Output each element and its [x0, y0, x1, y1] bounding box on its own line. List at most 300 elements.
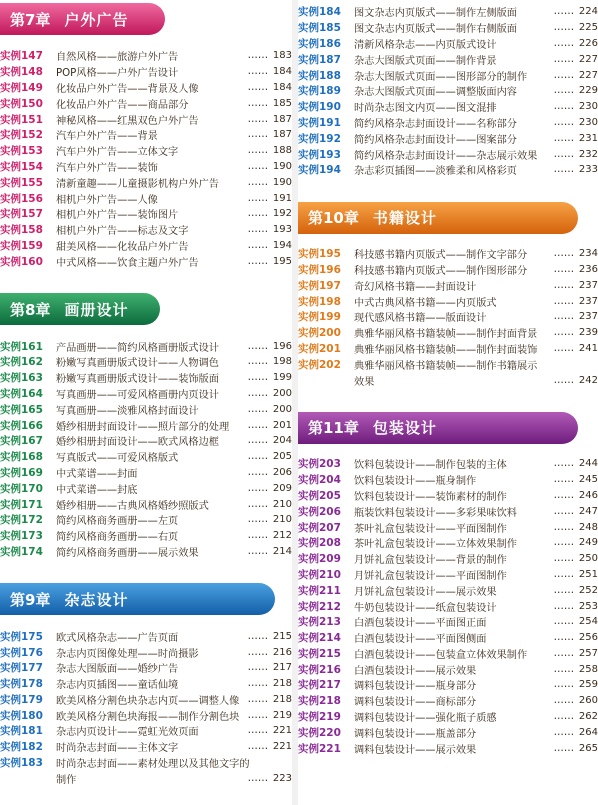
toc-entry[interactable] — [298, 472, 598, 488]
toc-entry[interactable] — [298, 293, 598, 309]
toc-entry[interactable] — [298, 693, 598, 709]
leader-dots: …… — [247, 160, 268, 172]
toc-entry[interactable] — [298, 4, 598, 20]
leader-dots: …… — [553, 279, 574, 291]
leader-dots: …… — [247, 372, 268, 384]
entry-title: 杂志内页插图——童话仙境 — [56, 680, 179, 692]
entry-page: 199 — [272, 372, 292, 384]
toc-entry[interactable] — [0, 449, 292, 465]
leader-dots: …… — [247, 693, 268, 705]
toc-entry[interactable] — [0, 111, 292, 127]
toc-entry[interactable] — [298, 724, 598, 740]
entry-title: 时尚杂志封面——素材处理以及其他文字的 — [56, 759, 250, 771]
entry-number: 实例217 — [298, 679, 341, 692]
leader-dots: …… — [247, 772, 268, 784]
leader-dots: …… — [247, 356, 268, 368]
entry-title: 茶叶礼盒包装设计——立体效果制作 — [354, 539, 517, 551]
toc-entry[interactable] — [0, 660, 292, 676]
entry-title: 写真画册——淡雅风格封面设计 — [56, 405, 199, 417]
toc-entry[interactable] — [298, 262, 598, 278]
entry-number: 实例214 — [298, 632, 341, 645]
toc-entry[interactable] — [0, 253, 292, 269]
entry-page: 252 — [578, 584, 598, 596]
toc-entry[interactable] — [0, 512, 292, 528]
entry-page: 195 — [272, 255, 292, 267]
toc-entry[interactable] — [298, 709, 598, 725]
toc-entry[interactable] — [0, 338, 292, 354]
toc-entry[interactable] — [0, 386, 292, 402]
toc-entry[interactable] — [298, 130, 598, 146]
entry-page: 247 — [578, 505, 598, 517]
entry-page: 249 — [578, 537, 598, 549]
toc-entry[interactable] — [0, 222, 292, 238]
chapter-title: 户外广告 — [64, 10, 129, 29]
entry-number: 实例202 — [298, 358, 341, 371]
leader-dots: …… — [553, 711, 574, 723]
leader-dots: …… — [553, 164, 574, 176]
entry-page: 242 — [578, 374, 598, 386]
toc-entry[interactable] — [0, 739, 292, 755]
leader-dots: …… — [247, 403, 268, 415]
entry-page: 265 — [578, 742, 598, 754]
leader-dots: …… — [247, 419, 268, 431]
entry-title: 产品画册——简约风格画册版式设计 — [56, 342, 219, 354]
entry-number: 实例186 — [298, 37, 341, 50]
toc-right-column — [298, 0, 598, 756]
toc-entry[interactable] — [0, 644, 292, 660]
entry-number: 实例183 — [0, 757, 43, 770]
chapter-number: 第8章 — [10, 300, 51, 319]
toc-entry[interactable] — [0, 190, 292, 206]
toc-entry[interactable] — [0, 174, 292, 190]
entry-title: 写真画册——可爱风格画册内页设计 — [56, 389, 219, 401]
toc-entry[interactable] — [298, 115, 598, 131]
entry-number: 实例196 — [298, 263, 341, 276]
toc-entry[interactable] — [298, 99, 598, 115]
leader-dots: …… — [553, 726, 574, 738]
entry-title: POP风格——户外广告设计 — [56, 68, 179, 80]
entry-number: 实例160 — [0, 255, 43, 268]
entry-number: 实例165 — [0, 403, 43, 416]
leader-dots: …… — [247, 498, 268, 510]
chapter-9-list-part2 — [298, 4, 598, 178]
entry-page: 185 — [272, 97, 292, 109]
toc-entry[interactable] — [0, 433, 292, 449]
entry-number: 实例174 — [0, 545, 43, 558]
leader-dots: …… — [553, 663, 574, 675]
toc-entry[interactable] — [298, 646, 598, 662]
toc-entry[interactable] — [0, 354, 292, 370]
entry-page: 217 — [272, 662, 292, 674]
leader-dots: …… — [553, 22, 574, 34]
entry-title: 现代感风格书籍——版面设计 — [354, 313, 487, 325]
toc-entry[interactable] — [298, 277, 598, 293]
leader-dots: …… — [247, 466, 268, 478]
chapter-number: 第9章 — [10, 590, 51, 609]
entry-title: 汽车户外广告——背景 — [56, 131, 158, 143]
entry-number: 实例203 — [298, 458, 341, 471]
leader-dots: …… — [553, 568, 574, 580]
entry-number: 实例167 — [0, 435, 43, 448]
toc-entry[interactable] — [298, 740, 598, 756]
leader-dots: …… — [247, 81, 268, 93]
entry-page: 206 — [272, 466, 292, 478]
entry-page: 218 — [272, 693, 292, 705]
entry-page: 196 — [272, 340, 292, 352]
leader-dots: …… — [553, 248, 574, 260]
entry-title: 相机户外广告——人像 — [56, 194, 158, 206]
toc-entry[interactable] — [0, 723, 292, 739]
leader-dots: …… — [553, 679, 574, 691]
leader-dots: …… — [247, 145, 268, 157]
chapter-10-header — [298, 202, 578, 234]
leader-dots: …… — [247, 176, 268, 188]
entry-number: 实例159 — [0, 239, 43, 252]
entry-number: 实例176 — [0, 646, 43, 659]
entry-page: 192 — [272, 208, 292, 220]
toc-entry[interactable] — [0, 496, 292, 512]
toc-entry[interactable] — [298, 309, 598, 325]
entry-title: 调料包装设计——瓶盖部分 — [354, 728, 477, 740]
toc-entry[interactable] — [298, 146, 598, 162]
entry-number: 实例206 — [298, 505, 341, 518]
toc-entry[interactable] — [298, 503, 598, 519]
entry-page: 216 — [272, 646, 292, 658]
entry-page: 226 — [578, 37, 598, 49]
toc-entry[interactable] — [0, 80, 292, 96]
entry-number: 实例155 — [0, 176, 43, 189]
entry-title: 白酒包装设计——包装盒立体效果制作 — [354, 649, 528, 661]
toc-entry[interactable] — [0, 95, 292, 111]
toc-entry[interactable] — [0, 755, 292, 771]
chapter-8-header — [0, 293, 160, 325]
entry-title: 简约风格杂志封面设计——名称部分 — [354, 118, 517, 130]
entry-title: 汽车户外广告——装饰 — [56, 162, 158, 174]
toc-entry[interactable] — [0, 676, 292, 692]
entry-title: 相机户外广告——标志及文字 — [56, 226, 189, 238]
entry-number: 实例212 — [298, 600, 341, 613]
entry-page: 190 — [272, 160, 292, 172]
chapter-10-list — [298, 246, 598, 388]
entry-title: 调料包装设计——强化瓶子质感 — [354, 713, 497, 725]
entry-number: 实例173 — [0, 530, 43, 543]
entry-title: 杂志大图版面——婚纱广告 — [56, 664, 179, 676]
toc-entry[interactable] — [298, 162, 598, 178]
entry-page: 245 — [578, 474, 598, 486]
entry-title: 典雅华丽风格书籍装帧——制作封面背景 — [354, 329, 538, 341]
entry-title: 汽车户外广告——立体文字 — [56, 147, 179, 159]
entry-page: 227 — [578, 53, 598, 65]
leader-dots: …… — [247, 451, 268, 463]
entry-number: 实例151 — [0, 113, 43, 126]
toc-entry[interactable] — [298, 36, 598, 52]
entry-title: 杂志大图版式页面——制作背景 — [354, 55, 497, 67]
entry-page: 239 — [578, 327, 598, 339]
toc-entry[interactable] — [298, 456, 598, 472]
leader-dots: …… — [553, 327, 574, 339]
entry-title: 欧式风格杂志——广告页面 — [56, 632, 179, 644]
toc-entry[interactable] — [298, 614, 598, 630]
entry-title: 调料包装设计——瓶身部分 — [354, 681, 477, 693]
entry-number: 实例178 — [0, 678, 43, 691]
entry-number: 实例150 — [0, 97, 43, 110]
entry-number: 实例193 — [298, 148, 341, 161]
leader-dots: …… — [553, 295, 574, 307]
entry-page: 248 — [578, 521, 598, 533]
entry-page: 246 — [578, 489, 598, 501]
entry-number: 实例201 — [298, 342, 341, 355]
entry-page: 257 — [578, 647, 598, 659]
entry-page: 250 — [578, 553, 598, 565]
entry-number: 实例172 — [0, 514, 43, 527]
entry-title: 时尚杂志图文内页——图文混排 — [354, 103, 497, 115]
toc-entry[interactable] — [0, 127, 292, 143]
toc-entry[interactable] — [0, 528, 292, 544]
entry-number: 实例171 — [0, 498, 43, 511]
entry-page: 251 — [578, 568, 598, 580]
toc-entry[interactable] — [0, 238, 292, 254]
toc-entry[interactable] — [298, 341, 598, 357]
entry-number: 实例169 — [0, 466, 43, 479]
toc-entry[interactable] — [298, 83, 598, 99]
entry-number: 实例195 — [298, 248, 341, 261]
leader-dots: …… — [247, 482, 268, 494]
toc-entry[interactable] — [298, 551, 598, 567]
entry-page: 236 — [578, 263, 598, 275]
entry-number: 实例197 — [298, 279, 341, 292]
leader-dots: …… — [247, 662, 268, 674]
leader-dots: …… — [553, 584, 574, 596]
entry-number: 实例164 — [0, 387, 43, 400]
leader-dots: …… — [553, 647, 574, 659]
entry-title: 杂志大图版式页面——图形部分的制作 — [354, 71, 528, 83]
entry-page: 187 — [272, 113, 292, 125]
chapter-11-list — [298, 456, 598, 756]
toc-entry[interactable] — [298, 535, 598, 551]
entry-title: 化妆品户外广告——商品部分 — [56, 99, 189, 111]
entry-page: 209 — [272, 482, 292, 494]
toc-left-column — [0, 0, 292, 786]
entry-title: 粉嫩写真画册版式设计——人物调色 — [56, 358, 219, 370]
leader-dots: …… — [553, 537, 574, 549]
entry-title-cont: 效果 — [354, 376, 375, 388]
entry-title: 化妆品户外广告——背景及人像 — [56, 83, 199, 95]
entry-page: 214 — [272, 545, 292, 557]
entry-page: 183 — [272, 50, 292, 62]
toc-entry[interactable] — [298, 246, 598, 262]
toc-entry[interactable] — [0, 143, 292, 159]
entry-number: 实例215 — [298, 647, 341, 660]
leader-dots: …… — [247, 66, 268, 78]
leader-dots: …… — [553, 553, 574, 565]
leader-dots: …… — [553, 6, 574, 18]
toc-entry[interactable] — [0, 159, 292, 175]
entry-page: 241 — [578, 342, 598, 354]
entry-number: 实例161 — [0, 340, 43, 353]
chapter-7-header — [0, 3, 165, 35]
leader-dots: …… — [553, 600, 574, 612]
leader-dots: …… — [247, 725, 268, 737]
leader-dots: …… — [247, 192, 268, 204]
chapter-number: 第11章 — [308, 419, 359, 438]
entry-number: 实例221 — [298, 742, 341, 755]
toc-entry[interactable] — [298, 67, 598, 83]
entry-page: 233 — [578, 164, 598, 176]
toc-entry[interactable] — [298, 51, 598, 67]
entry-page: 201 — [272, 419, 292, 431]
leader-dots: …… — [553, 101, 574, 113]
entry-page: 191 — [272, 192, 292, 204]
entry-number: 实例188 — [298, 69, 341, 82]
toc-entry[interactable] — [298, 488, 598, 504]
chapter-number: 第7章 — [10, 10, 51, 29]
entry-page: 205 — [272, 451, 292, 463]
entry-number: 实例218 — [298, 695, 341, 708]
entry-title: 甜美风格——化妆品户外广告 — [56, 241, 189, 253]
toc-entry[interactable] — [298, 325, 598, 341]
entry-number: 实例153 — [0, 145, 43, 158]
leader-dots: …… — [247, 545, 268, 557]
entry-page: 224 — [578, 6, 598, 18]
chapter-title: 画册设计 — [64, 300, 129, 319]
entry-title: 中式风格——饮食主题户外广告 — [56, 257, 199, 269]
entry-page: 244 — [578, 458, 598, 470]
leader-dots: …… — [247, 239, 268, 251]
entry-title: 科技感书籍内页版式——制作文字部分 — [354, 250, 528, 262]
chapter-title: 杂志设计 — [64, 590, 129, 609]
entry-page: 254 — [578, 616, 598, 628]
chapter-title: 包装设计 — [372, 419, 437, 438]
entry-number: 实例192 — [298, 132, 341, 145]
entry-title: 月饼礼盒包装设计——展示效果 — [354, 586, 497, 598]
entry-page: 218 — [272, 678, 292, 690]
toc-entry[interactable] — [298, 677, 598, 693]
entry-number: 实例158 — [0, 224, 43, 237]
entry-number: 实例147 — [0, 50, 43, 63]
entry-title: 杂志彩页插图——淡雅柔和风格彩页 — [354, 166, 517, 178]
toc-entry[interactable] — [298, 582, 598, 598]
entry-number: 实例216 — [298, 663, 341, 676]
entry-page: 204 — [272, 435, 292, 447]
entry-number: 实例190 — [298, 101, 341, 114]
entry-title: 奇幻风格书籍——封面设计 — [354, 281, 477, 293]
entry-number: 实例198 — [298, 295, 341, 308]
entry-number: 实例211 — [298, 584, 341, 597]
chapter-number: 第10章 — [308, 209, 359, 228]
entry-number: 实例185 — [298, 22, 341, 35]
toc-entry[interactable] — [0, 465, 292, 481]
entry-number: 实例207 — [298, 521, 341, 534]
toc-entry-continuation — [0, 770, 292, 786]
toc-entry[interactable] — [0, 628, 292, 644]
toc-entry[interactable] — [0, 370, 292, 386]
entry-page: 232 — [578, 148, 598, 160]
entry-page: 223 — [272, 772, 292, 784]
toc-entry[interactable] — [0, 417, 292, 433]
entry-number: 实例182 — [0, 741, 43, 754]
entry-title: 杂志内页设计——霓虹光效页面 — [56, 727, 199, 739]
leader-dots: …… — [247, 208, 268, 220]
entry-title: 写真版式——可爱风格版式 — [56, 453, 179, 465]
entry-page: 230 — [578, 116, 598, 128]
entry-page: 258 — [578, 663, 598, 675]
entry-number: 实例154 — [0, 160, 43, 173]
entry-page: 229 — [578, 85, 598, 97]
entry-number: 实例213 — [298, 616, 341, 629]
entry-page: 194 — [272, 239, 292, 251]
leader-dots: …… — [553, 632, 574, 644]
toc-entry[interactable] — [298, 567, 598, 583]
toc-entry[interactable] — [298, 519, 598, 535]
entry-number: 实例149 — [0, 81, 43, 94]
entry-page: 187 — [272, 129, 292, 141]
toc-entry[interactable] — [298, 598, 598, 614]
leader-dots: …… — [553, 53, 574, 65]
toc-entry[interactable] — [298, 630, 598, 646]
entry-page: 190 — [272, 176, 292, 188]
entry-page: 215 — [272, 630, 292, 642]
toc-entry[interactable] — [0, 48, 292, 64]
toc-entry[interactable] — [0, 544, 292, 560]
entry-number: 实例162 — [0, 356, 43, 369]
entry-title: 月饼礼盒包装设计——平面图制作 — [354, 570, 507, 582]
entry-title: 欧美风格分割色块海报——制作分割色块 — [56, 711, 240, 723]
entry-number: 实例157 — [0, 208, 43, 221]
entry-title: 粉嫩写真画册版式设计——装饰版面 — [56, 374, 219, 386]
entry-number: 实例208 — [298, 537, 341, 550]
leader-dots: …… — [247, 741, 268, 753]
entry-title: 中式古典风格书籍——内页版式 — [354, 297, 497, 309]
entry-title: 调料包装设计——展示效果 — [354, 744, 477, 756]
entry-title: 清新风格杂志——内页版式设计 — [354, 39, 497, 51]
toc-entry[interactable] — [298, 356, 598, 372]
leader-dots: …… — [247, 530, 268, 542]
entry-page: 231 — [578, 132, 598, 144]
entry-number: 实例210 — [298, 568, 341, 581]
leader-dots: …… — [553, 374, 574, 386]
toc-entry[interactable] — [0, 206, 292, 222]
entry-title: 简约风格杂志封面设计——图案部分 — [354, 134, 517, 146]
entry-number: 实例181 — [0, 725, 43, 738]
toc-entry-continuation — [298, 372, 598, 388]
entry-page: 188 — [272, 145, 292, 157]
leader-dots: …… — [247, 113, 268, 125]
entry-title: 饮料包装设计——制作包装的主体 — [354, 460, 507, 472]
leader-dots: …… — [247, 678, 268, 690]
toc-entry[interactable] — [0, 64, 292, 80]
leader-dots: …… — [247, 50, 268, 62]
entry-number: 实例179 — [0, 693, 43, 706]
toc-entry[interactable] — [0, 692, 292, 708]
toc-entry[interactable] — [298, 661, 598, 677]
entry-number: 实例148 — [0, 66, 43, 79]
entry-title: 婚纱相册封面设计——照片部分的处理 — [56, 421, 230, 433]
toc-entry[interactable] — [0, 401, 292, 417]
entry-number: 实例170 — [0, 482, 43, 495]
leader-dots: …… — [553, 742, 574, 754]
entry-page: 200 — [272, 387, 292, 399]
toc-entry[interactable] — [0, 707, 292, 723]
toc-entry[interactable] — [298, 20, 598, 36]
entry-number: 实例194 — [298, 164, 341, 177]
leader-dots: …… — [247, 646, 268, 658]
entry-title: 自然风格——旅游户外广告 — [56, 52, 179, 64]
entry-number: 实例177 — [0, 662, 43, 675]
leader-dots: …… — [247, 224, 268, 236]
toc-entry[interactable] — [0, 480, 292, 496]
entry-number: 实例220 — [298, 726, 341, 739]
entry-number: 实例163 — [0, 372, 43, 385]
